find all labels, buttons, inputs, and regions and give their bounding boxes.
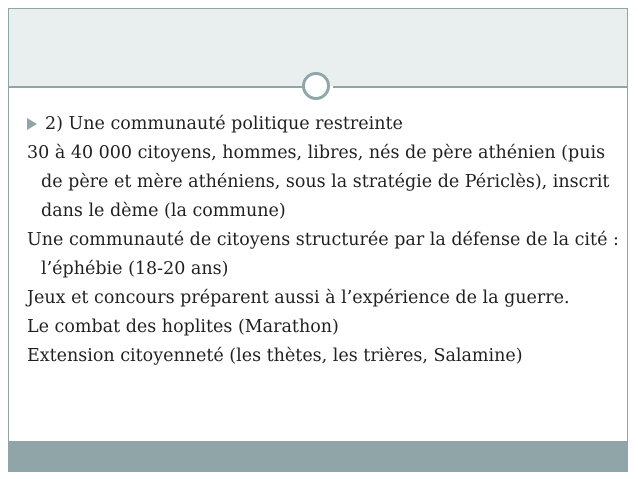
bullet-heading-text: 2) Une communauté politique restreinte <box>45 114 403 134</box>
footer-band <box>8 441 628 472</box>
bullet-heading <box>27 110 619 139</box>
ring-ornament-icon <box>302 72 330 100</box>
paragraph-citizens: 30 à 40 000 citoyens, hommes, libres, nés de père athénien (puis de père et mère athéniens, sous la stratégie de Périclès), inscrit dans le dème (la commune) <box>27 143 610 221</box>
paragraph-ephebie: Une communauté de citoyens structurée par la défense de la cité : l’éphébie (18-20 ans) <box>27 230 619 279</box>
slide-body <box>27 110 619 371</box>
paragraph-jeux: Jeux et concours préparent aussi à l’expérience de la guerre. <box>27 288 570 308</box>
paragraph-extension: Extension citoyenneté (les thètes, les trières, Salamine) <box>27 346 523 366</box>
header-rule-left <box>8 86 305 88</box>
header-rule-right <box>333 86 628 88</box>
triangle-bullet-icon <box>27 118 37 130</box>
paragraph-hoplites: Le combat des hoplites (Marathon) <box>27 317 339 337</box>
